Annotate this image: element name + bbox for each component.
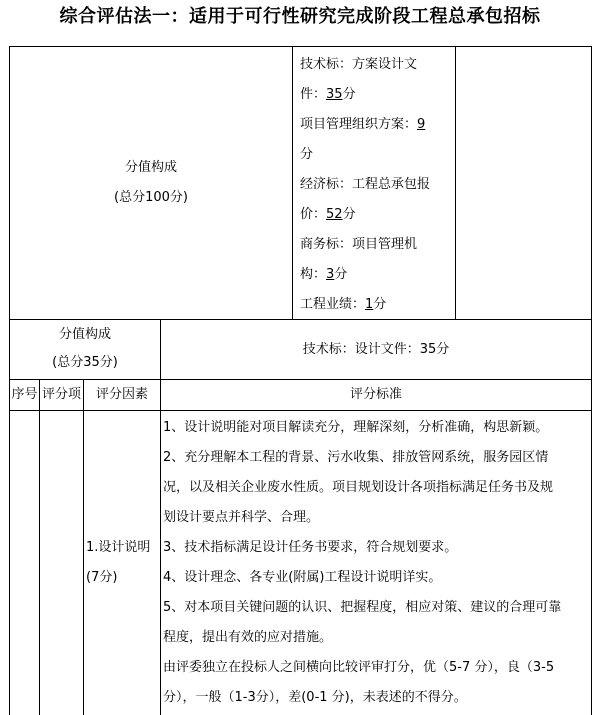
divider bbox=[292, 46, 293, 319]
criteria-line: 分），一般（1-3分），差(0-1 分)，未表述的不得分。 bbox=[163, 690, 467, 705]
score-total-label: (总分100分) bbox=[114, 190, 188, 205]
header-criteria: 评分标准 bbox=[349, 387, 402, 402]
factor-design-desc: 1.设计说明 bbox=[86, 540, 151, 555]
criteria-line: 1、设计说明能对项目解读充分，理解深刻，分析准确，构思新颖。 bbox=[163, 420, 549, 435]
criteria-line: 程度，提出有效的应对措施。 bbox=[163, 630, 333, 645]
score-composition-label: 分值构成 bbox=[124, 160, 177, 175]
criteria-line: 划设计要点并科学、合理。 bbox=[163, 510, 320, 525]
tech-design-file-score: 技术标：设计文件：35分 bbox=[302, 342, 450, 357]
criteria-line: 3、技术指标满足设计任务书要求，符合规划要求。 bbox=[163, 540, 458, 555]
item-biz-line1: 商务标：项目管理机 bbox=[300, 237, 418, 252]
item-tech-line2: 件：35分 bbox=[300, 87, 356, 102]
criteria-line: 由评委独立在投标人之间横向比较评审打分，优（5-7 分），良（3-5 bbox=[163, 660, 555, 675]
item-pm-line2: 分 bbox=[300, 147, 314, 162]
criteria-line: 况，以及相关企业废水性质。项目规划设计各项指标满足任务书及规 bbox=[163, 480, 554, 495]
score-total-label-2: (总分35分) bbox=[52, 355, 118, 370]
item-econ-line1: 经济标：工程总承包报 bbox=[300, 177, 431, 192]
item-tech-line1: 技术标：方案设计文 bbox=[300, 57, 418, 72]
table-border-top bbox=[9, 46, 592, 47]
criteria-line: 2、充分理解本工程的背景、污水收集、排放管网系统，服务园区情 bbox=[163, 450, 549, 465]
document-title: 综合评估法一：适用于可行性研究完成阶段工程总承包招标 bbox=[59, 6, 541, 27]
divider bbox=[83, 379, 84, 715]
factor-design-score: (7分) bbox=[86, 570, 118, 585]
item-perf: 工程业绩：1分 bbox=[300, 297, 387, 312]
divider bbox=[39, 379, 40, 715]
header-item: 评分项 bbox=[41, 387, 81, 402]
header-factor: 评分因素 bbox=[95, 387, 148, 402]
item-econ-line2: 价：52分 bbox=[300, 207, 356, 222]
score-composition-label-2: 分值构成 bbox=[58, 327, 111, 342]
divider bbox=[160, 379, 161, 715]
divider bbox=[9, 410, 592, 411]
table-border-right bbox=[591, 46, 592, 715]
header-seq: 序号 bbox=[11, 387, 38, 402]
item-biz-line2: 构：3分 bbox=[300, 267, 348, 282]
criteria-line: 5、对本项目关键问题的认识、把握程度，相应对策、建议的合理可靠 bbox=[163, 600, 562, 615]
item-pm-line1: 项目管理组织方案：9 bbox=[300, 117, 426, 132]
divider bbox=[455, 46, 456, 319]
criteria-line: 4、设计理念、各专业(附属)工程设计说明详实。 bbox=[163, 570, 442, 585]
